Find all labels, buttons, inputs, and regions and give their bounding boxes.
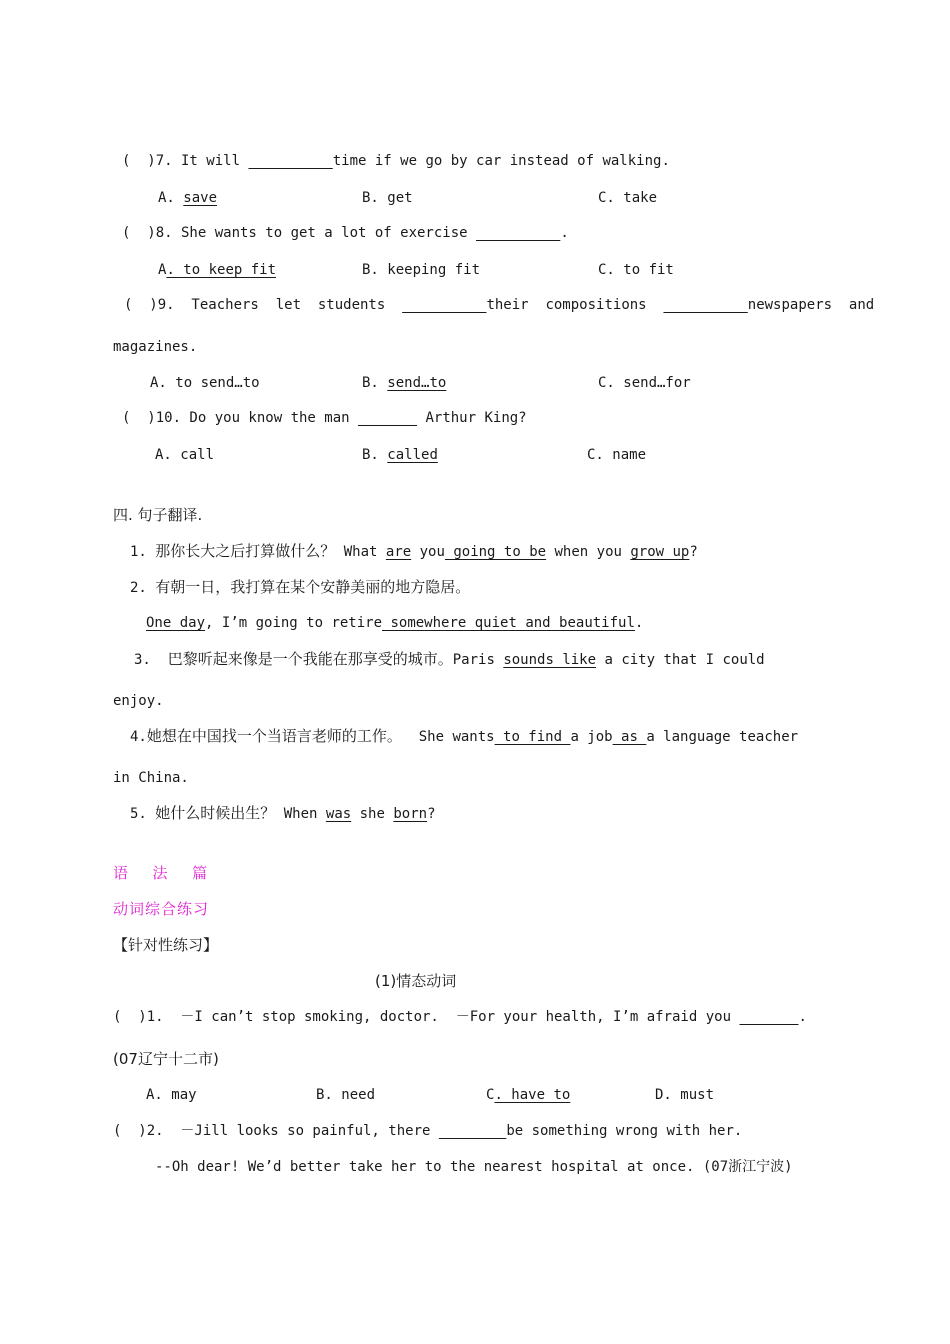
option-b bbox=[362, 445, 438, 465]
option-a bbox=[158, 188, 217, 208]
text: She wants bbox=[401, 729, 495, 745]
text: when you bbox=[546, 544, 631, 560]
answer-blank bbox=[739, 1009, 798, 1025]
question-9-continuation: magazines. bbox=[113, 339, 198, 355]
translation-4-continuation: in China. bbox=[113, 770, 189, 786]
text: a language teacher bbox=[646, 729, 799, 745]
section-title: 四. 句子翻译. bbox=[113, 506, 203, 524]
answer: born bbox=[393, 806, 428, 822]
chinese-sentence: 她什么时候出生？ bbox=[155, 804, 276, 822]
text: ? bbox=[689, 544, 698, 560]
question-8 bbox=[122, 223, 569, 243]
answer: to find bbox=[494, 729, 571, 745]
answer: sounds like bbox=[503, 652, 597, 668]
answer: was bbox=[325, 806, 352, 822]
option-a: A. may bbox=[146, 1087, 197, 1103]
modal-question-2 bbox=[113, 1121, 742, 1141]
question-10 bbox=[122, 408, 527, 428]
option-c: C. to fit bbox=[598, 262, 674, 278]
translation-4 bbox=[130, 726, 798, 747]
answer-blank bbox=[663, 297, 747, 313]
answer-blank bbox=[476, 225, 560, 241]
question-7-rest: time if we go by car instead of walking. bbox=[332, 153, 670, 169]
option-c bbox=[486, 1085, 570, 1105]
question-9-middle: their compositions bbox=[486, 297, 664, 313]
option-c: C. name bbox=[587, 447, 647, 463]
option-b-label: B. bbox=[362, 375, 388, 391]
modal-question-1-prompt: ( )1. －I can’t stop smoking, doctor. －For your health, I’m afraid you bbox=[113, 1009, 740, 1025]
practice-label: 【针对性练习】 bbox=[113, 936, 219, 954]
answer-blank bbox=[402, 297, 486, 313]
translation-2 bbox=[130, 577, 470, 598]
answer: as bbox=[612, 729, 647, 745]
text: . bbox=[634, 615, 644, 631]
option-b: B. need bbox=[316, 1087, 376, 1103]
option-b bbox=[362, 373, 446, 393]
translation-3-continuation: enjoy. bbox=[113, 693, 164, 709]
grammar-title: 语 法 篇 bbox=[113, 864, 209, 882]
text: you bbox=[411, 544, 445, 560]
text: a job bbox=[570, 729, 613, 745]
text: ? bbox=[427, 806, 436, 822]
answer: are bbox=[385, 544, 412, 560]
translation-5 bbox=[130, 803, 436, 824]
item-number: 1. bbox=[130, 544, 156, 560]
option-b: B. keeping fit bbox=[362, 262, 481, 278]
answer-blank bbox=[439, 1123, 506, 1139]
answer: One day bbox=[146, 615, 206, 631]
text: , I’m going to retire bbox=[205, 615, 383, 631]
option-d: D. must bbox=[655, 1087, 715, 1103]
option-c: C. take bbox=[598, 190, 658, 206]
option-c-label: C bbox=[486, 1087, 495, 1103]
option-a-answer: . to keep fit bbox=[166, 262, 277, 278]
question-source: (07辽宁十二市) bbox=[113, 1050, 219, 1068]
answer: somewhere quiet and beautiful bbox=[382, 615, 635, 631]
text: Paris bbox=[452, 652, 504, 668]
question-10-prompt: ( )10. Do you know the man bbox=[122, 410, 359, 426]
answer-blank bbox=[248, 153, 332, 169]
item-number: 2. bbox=[130, 580, 156, 596]
text: she bbox=[351, 806, 394, 822]
modal-question-1 bbox=[113, 1007, 807, 1027]
translation-1 bbox=[130, 541, 698, 562]
item-number: 5. bbox=[130, 806, 156, 822]
option-a-answer: save bbox=[183, 190, 218, 206]
grammar-subtitle: 动词综合练习 bbox=[113, 900, 210, 918]
modal-question-2-prompt: ( )2. －Jill looks so painful, there bbox=[113, 1123, 439, 1139]
chinese-sentence: 有朝一日，我打算在某个安静美丽的地方隐居。 bbox=[155, 578, 471, 596]
question-9-prompt: ( )9. Teachers let students bbox=[124, 297, 403, 313]
item-number: 3. bbox=[134, 652, 168, 668]
translation-2-answer bbox=[146, 613, 643, 633]
modal-question-2-reply: --Oh dear! We’d better take her to the nearest hospital at once. (07浙江宁波) bbox=[155, 1159, 793, 1175]
option-a: A. to send…to bbox=[150, 375, 260, 391]
question-9 bbox=[124, 295, 874, 315]
question-10-rest: Arthur King? bbox=[417, 410, 527, 426]
text: be something wrong with her. bbox=[506, 1123, 743, 1139]
option-b-label: B. bbox=[362, 447, 388, 463]
question-7 bbox=[122, 151, 670, 171]
option-b: B. get bbox=[362, 190, 413, 206]
text: . bbox=[798, 1009, 807, 1025]
option-a-label: A. bbox=[158, 190, 184, 206]
modal-verbs-heading: (1)情态动词 bbox=[375, 972, 457, 990]
option-b-answer: send…to bbox=[387, 375, 447, 391]
text: When bbox=[275, 806, 326, 822]
text: a city that I could bbox=[596, 652, 765, 668]
answer: going to be bbox=[444, 544, 547, 560]
option-a bbox=[158, 260, 276, 280]
chinese-sentence: 她想在中国找一个当语言老师的工作。 bbox=[146, 727, 402, 745]
option-c: C. send…for bbox=[598, 375, 691, 391]
question-8-end: . bbox=[560, 225, 569, 241]
answer-blank bbox=[358, 410, 417, 426]
chinese-sentence: 那你长大之后打算做什么？ bbox=[155, 542, 336, 560]
option-a: A. call bbox=[155, 447, 215, 463]
item-number: 4. bbox=[130, 729, 147, 745]
text: What bbox=[335, 544, 386, 560]
question-8-prompt: ( )8. She wants to get a lot of exercise bbox=[122, 225, 477, 241]
answer: grow up bbox=[630, 544, 690, 560]
chinese-sentence: 巴黎听起来像是一个我能在那享受的城市。 bbox=[167, 650, 453, 668]
option-a-label: A bbox=[158, 262, 167, 278]
question-7-prompt: ( )7. It will bbox=[122, 153, 249, 169]
option-b-answer: called bbox=[387, 447, 438, 463]
option-c-answer: . have to bbox=[494, 1087, 571, 1103]
question-9-rest: newspapers and bbox=[747, 297, 875, 313]
translation-3 bbox=[134, 649, 765, 670]
